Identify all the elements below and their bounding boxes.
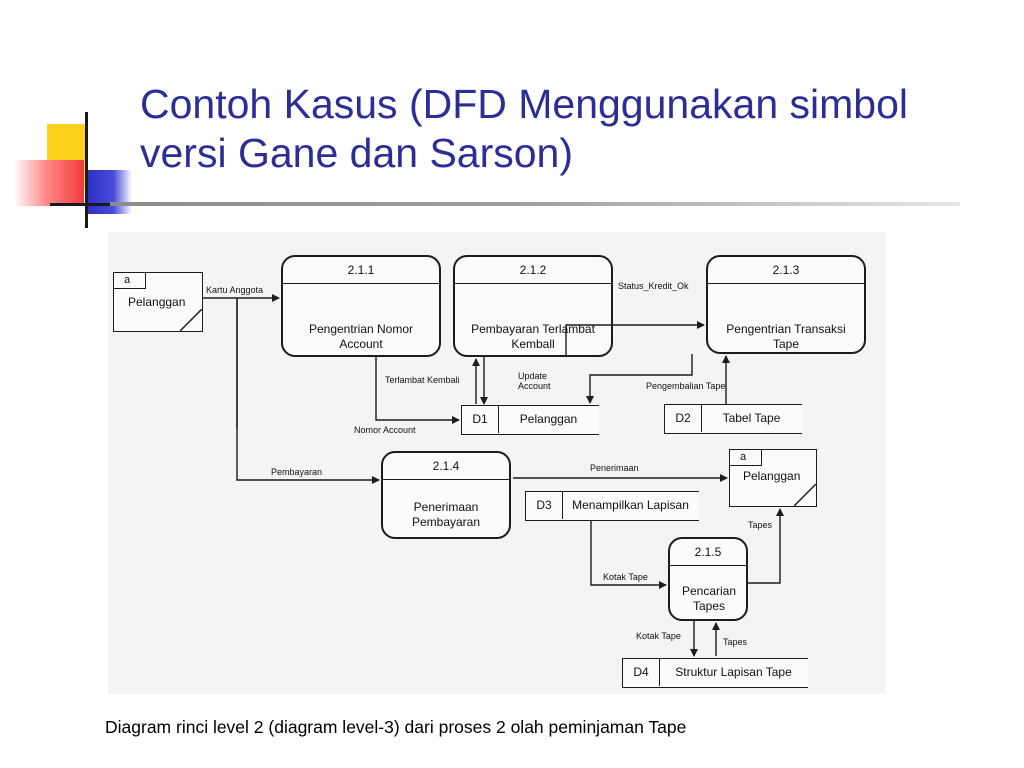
flow-label-update-account: Update Account [518,371,551,391]
page-title: Contoh Kasus (DFD Menggunakan simbol versi Gane dan Sarson) [140,81,908,176]
flow-label-status-kredit-ok: Status_Kredit_Ok [618,281,689,291]
flow-update-from-213 [590,354,692,403]
flow-pembayaran [237,298,379,480]
flow-label-tapes: Tapes [748,520,773,530]
flow-terlambat-kembali [376,357,459,420]
flow-label-tapes-store: Tapes [723,637,748,647]
flow-label-pembayaran: Pembayaran [271,467,323,477]
flow-label-penerimaan: Penerimaan [590,463,639,473]
flow-label-kotak-tape-store: Kotak Tape [636,631,681,641]
process-id: 2.1.4 [383,453,509,480]
process-name: Pengentrian Nomor Account [308,322,414,351]
process-name: Penerimaan Pembayaran [411,500,481,529]
process-id: 2.1.1 [283,257,439,284]
process-id: 2.1.5 [670,539,746,566]
flow-label-nomor-account: Nomor Account [354,425,416,435]
store-name: Tabel Tape [722,411,781,425]
process-id: 2.1.2 [455,257,611,284]
entity-name: Pelanggan [128,295,186,309]
diagram-caption: Diagram rinci level 2 (diagram level-3) dari proses 2 olah peminjaman Tape [105,717,687,737]
store-name: Struktur Lapisan Tape [675,665,792,679]
process-id: 2.1.3 [708,257,864,284]
flow-status-kredit-ok [566,325,704,357]
process-name: Pengentrian Transaksi Tape [726,322,846,351]
store-id: D2 [665,405,702,432]
store-id: D1 [462,406,499,433]
flow-label-terlambat-kembali: Terlambat Kembali [385,375,460,385]
store-name: Menampilkan Lapisan [572,498,689,512]
flow-label-kotak-tape: Kotak Tape [603,572,648,582]
entity-tag: a [114,273,146,289]
process-name: Pembayaran Terlambat Kemball [471,322,595,351]
flow-label-kartu-anggota: Kartu Anggota [206,285,264,295]
store-name: Pelanggan [519,412,578,426]
store-id: D4 [623,659,660,686]
entity-name: Pelanggan [743,469,801,483]
flow-label-pengembalian-tape: Pengembalian Tape [646,381,726,391]
entity-tag: a [730,450,762,466]
process-name: Pencarian Tapes [681,584,737,613]
store-id: D3 [526,492,563,519]
